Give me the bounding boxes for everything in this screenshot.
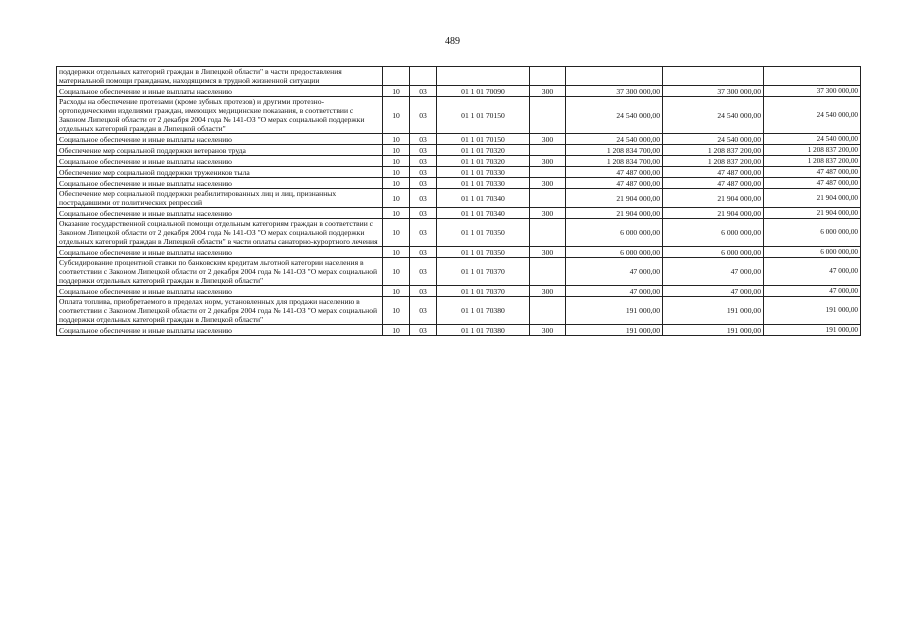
cell-amount-2: 24 540 000,00 xyxy=(663,134,764,145)
cell-target-article: 01 1 01 70330 xyxy=(437,167,530,178)
table-row xyxy=(57,325,861,336)
cell-subsection xyxy=(410,67,437,86)
cell-amount-1: 21 904 000,00 xyxy=(566,189,663,208)
cell-amount-3: 191 000,00 xyxy=(764,297,861,325)
cell-amount-2: 1 208 837 200,00 xyxy=(663,156,764,167)
cell-name: Социальное обеспечение и иные выплаты населению xyxy=(57,286,383,297)
cell-amount-3: 37 300 000,00 xyxy=(764,86,861,97)
cell-amount-1: 47 487 000,00 xyxy=(566,178,663,189)
table-row xyxy=(57,167,861,178)
cell-target-article: 01 1 01 70320 xyxy=(437,156,530,167)
cell-amount-2: 6 000 000,00 xyxy=(663,219,764,247)
cell-target-article: 01 1 01 70380 xyxy=(437,297,530,325)
cell-amount-2 xyxy=(663,67,764,86)
cell-amount-1: 6 000 000,00 xyxy=(566,247,663,258)
page-number: 489 xyxy=(445,36,460,47)
cell-expense-type xyxy=(530,258,566,286)
cell-amount-2: 47 000,00 xyxy=(663,286,764,297)
cell-target-article: 01 1 01 70380 xyxy=(437,325,530,336)
cell-amount-1: 24 540 000,00 xyxy=(566,97,663,134)
table-row xyxy=(57,208,861,219)
cell-amount-2: 47 487 000,00 xyxy=(663,167,764,178)
cell-amount-1: 47 000,00 xyxy=(566,286,663,297)
cell-expense-type xyxy=(530,219,566,247)
cell-subsection: 03 xyxy=(410,134,437,145)
cell-name: Социальное обеспечение и иные выплаты населению xyxy=(57,325,383,336)
cell-subsection: 03 xyxy=(410,156,437,167)
cell-section xyxy=(383,67,410,86)
cell-expense-type: 300 xyxy=(530,247,566,258)
cell-target-article: 01 1 01 70370 xyxy=(437,258,530,286)
cell-amount-1 xyxy=(566,67,663,86)
cell-amount-2: 21 904 000,00 xyxy=(663,208,764,219)
table-row xyxy=(57,156,861,167)
cell-expense-type: 300 xyxy=(530,134,566,145)
cell-section: 10 xyxy=(383,86,410,97)
cell-expense-type xyxy=(530,67,566,86)
table-row xyxy=(57,178,861,189)
cell-subsection: 03 xyxy=(410,247,437,258)
cell-amount-1: 191 000,00 xyxy=(566,297,663,325)
cell-amount-1: 47 000,00 xyxy=(566,258,663,286)
cell-section: 10 xyxy=(383,286,410,297)
cell-target-article: 01 1 01 70350 xyxy=(437,219,530,247)
cell-section: 10 xyxy=(383,219,410,247)
cell-subsection: 03 xyxy=(410,208,437,219)
cell-target-article: 01 1 01 70150 xyxy=(437,97,530,134)
cell-amount-3: 21 904 000,00 xyxy=(764,189,861,208)
cell-target-article: 01 1 01 70320 xyxy=(437,145,530,156)
cell-name: Обеспечение мер социальной поддержки тружеников тыла xyxy=(57,167,383,178)
cell-expense-type: 300 xyxy=(530,86,566,97)
cell-name: Субсидирование процентной ставки по банковским кредитам льготной категории населения в соответствии с Законом Липецкой области от 2 декабря 2004 года № 141-ОЗ "О мерах социальной поддержки отдельных категорий граждан в Липецкой области" xyxy=(57,258,383,286)
cell-amount-2: 47 487 000,00 xyxy=(663,178,764,189)
cell-amount-1: 24 540 000,00 xyxy=(566,134,663,145)
cell-amount-1: 191 000,00 xyxy=(566,325,663,336)
cell-target-article: 01 1 01 70350 xyxy=(437,247,530,258)
cell-expense-type xyxy=(530,297,566,325)
cell-expense-type: 300 xyxy=(530,286,566,297)
cell-section: 10 xyxy=(383,208,410,219)
cell-subsection: 03 xyxy=(410,145,437,156)
cell-amount-3 xyxy=(764,67,861,86)
cell-amount-3: 6 000 000,00 xyxy=(764,219,861,247)
cell-amount-3: 1 208 837 200,00 xyxy=(764,156,861,167)
cell-name: Оказание государственной социальной помощи отдельным категориям граждан в соответствии с Законом Липецкой области от 2 декабря 2004 года № 141-ОЗ "О мерах социальной поддержки отдельных категорий граждан в Липецкой области" в части оплаты санаторно-курортного лечения xyxy=(57,219,383,247)
cell-amount-3: 47 487 000,00 xyxy=(764,178,861,189)
cell-target-article: 01 1 01 70370 xyxy=(437,286,530,297)
cell-name: Социальное обеспечение и иные выплаты населению xyxy=(57,156,383,167)
cell-target-article: 01 1 01 70150 xyxy=(437,134,530,145)
cell-amount-2: 6 000 000,00 xyxy=(663,247,764,258)
cell-subsection: 03 xyxy=(410,219,437,247)
table-row xyxy=(57,67,861,86)
table-row xyxy=(57,189,861,208)
cell-name: Социальное обеспечение и иные выплаты населению xyxy=(57,247,383,258)
cell-name: Социальное обеспечение и иные выплаты населению xyxy=(57,178,383,189)
cell-amount-3: 47 000,00 xyxy=(764,258,861,286)
cell-section: 10 xyxy=(383,297,410,325)
table-row xyxy=(57,247,861,258)
cell-amount-3: 24 540 000,00 xyxy=(764,134,861,145)
cell-section: 10 xyxy=(383,145,410,156)
cell-section: 10 xyxy=(383,134,410,145)
cell-amount-2: 47 000,00 xyxy=(663,258,764,286)
cell-name: поддержки отдельных категорий граждан в Липецкой области" в части предоставления материальной помощи гражданам, находящимся в трудной жизненной ситуации xyxy=(57,67,383,86)
cell-amount-2: 37 300 000,00 xyxy=(663,86,764,97)
cell-name: Обеспечение мер социальной поддержки реабилитированных лиц и лиц, признанных пострадавшими от политических репрессий xyxy=(57,189,383,208)
cell-amount-3: 47 487 000,00 xyxy=(764,167,861,178)
cell-expense-type xyxy=(530,189,566,208)
cell-target-article xyxy=(437,67,530,86)
cell-amount-2: 24 540 000,00 xyxy=(663,97,764,134)
cell-name: Оплата топлива, приобретаемого в пределах норм, установленных для продажи населению в соответствии с Законом Липецкой области от 2 декабря 2004 года № 141-ОЗ "О мерах социальной поддержки отдельных категорий граждан в Липецкой области" xyxy=(57,297,383,325)
cell-subsection: 03 xyxy=(410,297,437,325)
cell-amount-1: 1 208 834 700,00 xyxy=(566,145,663,156)
cell-section: 10 xyxy=(383,258,410,286)
cell-subsection: 03 xyxy=(410,167,437,178)
cell-expense-type xyxy=(530,145,566,156)
table-row xyxy=(57,86,861,97)
cell-subsection: 03 xyxy=(410,189,437,208)
cell-expense-type: 300 xyxy=(530,208,566,219)
table-row xyxy=(57,286,861,297)
cell-amount-1: 37 300 000,00 xyxy=(566,86,663,97)
table-row xyxy=(57,134,861,145)
budget-table xyxy=(56,66,861,336)
cell-name: Обеспечение мер социальной поддержки ветеранов труда xyxy=(57,145,383,156)
cell-section: 10 xyxy=(383,156,410,167)
cell-section: 10 xyxy=(383,189,410,208)
cell-section: 10 xyxy=(383,178,410,189)
table-row xyxy=(57,258,861,286)
cell-subsection: 03 xyxy=(410,97,437,134)
cell-subsection: 03 xyxy=(410,286,437,297)
cell-subsection: 03 xyxy=(410,258,437,286)
cell-subsection: 03 xyxy=(410,325,437,336)
cell-name: Социальное обеспечение и иные выплаты населению xyxy=(57,86,383,97)
cell-amount-2: 191 000,00 xyxy=(663,297,764,325)
table-row xyxy=(57,297,861,325)
cell-expense-type: 300 xyxy=(530,156,566,167)
cell-expense-type xyxy=(530,97,566,134)
cell-amount-3: 24 540 000,00 xyxy=(764,97,861,134)
cell-amount-3: 191 000,00 xyxy=(764,325,861,336)
cell-target-article: 01 1 01 70340 xyxy=(437,208,530,219)
cell-amount-3: 21 904 000,00 xyxy=(764,208,861,219)
cell-amount-2: 21 904 000,00 xyxy=(663,189,764,208)
cell-expense-type xyxy=(530,167,566,178)
cell-section: 10 xyxy=(383,247,410,258)
table-row xyxy=(57,145,861,156)
cell-amount-3: 1 208 837 200,00 xyxy=(764,145,861,156)
table-row xyxy=(57,219,861,247)
cell-expense-type: 300 xyxy=(530,178,566,189)
cell-amount-1: 1 208 834 700,00 xyxy=(566,156,663,167)
cell-amount-2: 191 000,00 xyxy=(663,325,764,336)
table-body xyxy=(57,67,861,336)
cell-amount-3: 47 000,00 xyxy=(764,286,861,297)
cell-name: Расходы на обеспечение протезами (кроме зубных протезов) и другими протезно-ортопедическими изделиями граждан, имеющих медицинские показания, в соответствии с Законом Липецкой области от 2 декабря 2004 года № 141-ОЗ "О мерах социальной поддержки отдельных категорий граждан в Липецкой области" xyxy=(57,97,383,134)
cell-target-article: 01 1 01 70330 xyxy=(437,178,530,189)
cell-amount-1: 6 000 000,00 xyxy=(566,219,663,247)
cell-expense-type: 300 xyxy=(530,325,566,336)
cell-amount-3: 6 000 000,00 xyxy=(764,247,861,258)
cell-section: 10 xyxy=(383,167,410,178)
cell-subsection: 03 xyxy=(410,86,437,97)
cell-target-article: 01 1 01 70090 xyxy=(437,86,530,97)
cell-name: Социальное обеспечение и иные выплаты населению xyxy=(57,134,383,145)
cell-amount-2: 1 208 837 200,00 xyxy=(663,145,764,156)
cell-subsection: 03 xyxy=(410,178,437,189)
cell-section: 10 xyxy=(383,325,410,336)
table-row xyxy=(57,97,861,134)
cell-amount-1: 21 904 000,00 xyxy=(566,208,663,219)
cell-target-article: 01 1 01 70340 xyxy=(437,189,530,208)
cell-name: Социальное обеспечение и иные выплаты населению xyxy=(57,208,383,219)
cell-amount-1: 47 487 000,00 xyxy=(566,167,663,178)
cell-section: 10 xyxy=(383,97,410,134)
